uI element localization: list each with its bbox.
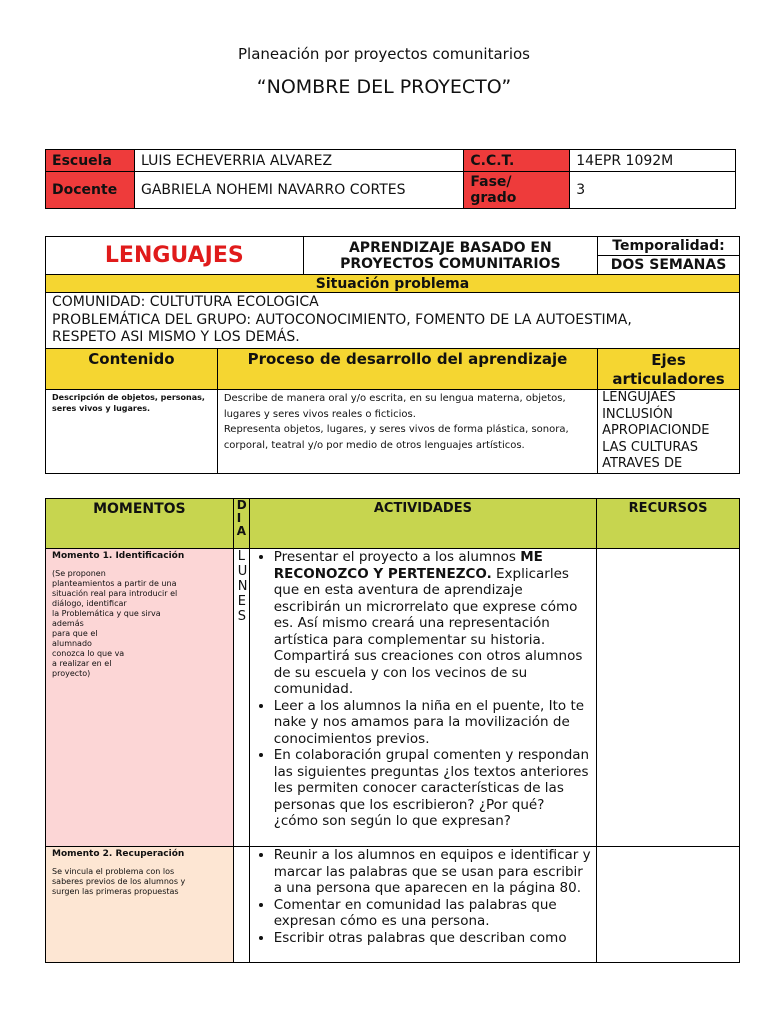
proceso-header: Proceso de desarrollo del aprendizaje (217, 349, 597, 390)
momento1-cell (46, 549, 234, 847)
actividades2-list (252, 847, 592, 946)
dia1-letter: E (237, 594, 246, 609)
contenido-line2: seres vivos y lugares. (52, 404, 151, 413)
momento2-cell (46, 847, 234, 963)
dia1-letter: U (237, 564, 248, 579)
dia2-cell (233, 847, 249, 963)
dia1-letter: N (237, 579, 248, 594)
proceso-cell (217, 390, 597, 474)
dia1-letter: S (237, 609, 246, 624)
eje-item: INCLUSIÓN (602, 406, 673, 422)
momento1-line: alumnado (52, 639, 92, 648)
project-title: “NOMBRE DEL PROYECTO” (256, 76, 512, 98)
momento2-line: saberes previos de los alumnos y (52, 877, 186, 886)
actividades-header: ACTIVIDADES (249, 499, 596, 549)
ejes-header-line2: articuladores (612, 370, 725, 388)
contenido-header: Contenido (46, 349, 218, 390)
cct-value: 14EPR 1092M (570, 150, 736, 172)
docente-value: GABRIELA NOHEMI NAVARRO CORTES (134, 172, 463, 209)
momento2-line: Se vincula el problema con los (52, 867, 175, 876)
situacion-problema (46, 293, 740, 349)
actividades1-cell (249, 549, 596, 847)
momento1-line: planteamientos a partir de una (52, 579, 177, 588)
recursos-header: RECURSOS (597, 499, 740, 549)
escuela-label: Escuela (46, 150, 135, 172)
recursos1-cell (597, 549, 740, 847)
contenido-cell (46, 390, 218, 474)
actividad-item: • Escribir otras palabras que describan como (274, 930, 592, 947)
actividad-item: • Comentar en comunidad las palabras que expresan cómo es una persona. (274, 897, 592, 930)
fase-label-line2: grado (470, 190, 517, 206)
eje-item: LAS CULTURAS (602, 439, 699, 455)
ejes-cell (598, 390, 740, 474)
dia-header (233, 499, 249, 549)
docente-label: Docente (46, 172, 135, 209)
momento1-line: para que el (52, 629, 98, 638)
escuela-value: LUIS ECHEVERRIA ALVAREZ (134, 150, 463, 172)
proceso-line1: Describe de manera oral y/o escrita, en su lengua materna, objetos, (223, 393, 566, 404)
actividades1-list (252, 549, 592, 830)
momentos-header: MOMENTOS (46, 499, 234, 549)
contenido-line1: Descripción de objetos, personas, (52, 393, 205, 402)
actividad-item (274, 549, 592, 698)
ejes-header-line1: Ejes (651, 351, 686, 369)
fase-label (464, 172, 570, 209)
metodologia-line1: APRENDIZAJE BASADO EN (348, 239, 552, 256)
cct-label: C.C.T. (464, 150, 570, 172)
eje-item: ATRAVES DE (602, 456, 683, 471)
temporalidad (598, 237, 740, 275)
proceso-line2: lugares y seres vivos reales o ficticios. (223, 408, 416, 420)
temporalidad-value: DOS SEMANAS (610, 257, 727, 273)
situacion-line2: PROBLEMÁTICA DEL GRUPO: AUTOCONOCIMIENTO, FOMENTO DE LA AUTOESTIMA, (52, 311, 632, 328)
actividad-project-name: ME RECONOZCO Y PERTENEZCO. (273, 549, 543, 582)
situacion-label: Situación problema (46, 275, 740, 293)
situacion-line3: RESPETO ASI MISMO Y LOS DEMÁS. (52, 329, 300, 345)
momento1-title: Momento 1. Identificación (52, 551, 185, 561)
proceso-line4: corporal, teatral y/o por medio de otros lenguajes artísticos. (223, 439, 525, 451)
actividad-text: Explicarles que en esta aventura de aprendizaje escribirán un microrrelato que exprese cómo es. Así mismo creará una representación artística para complementar su historia. Compartirá sus creaciones con otros alumnos de su escuela y con los vecinos de su comunidad. (273, 565, 583, 697)
momento1-line: además (52, 619, 84, 628)
document-subtitle: Planeación por proyectos comunitarios (238, 45, 530, 63)
campo-table (45, 236, 740, 474)
momento2-title: Momento 2. Recuperación (52, 849, 185, 859)
plan-table (45, 498, 740, 963)
eje-item: APROPIACIONDE (602, 423, 710, 438)
situacion-line1: COMUNIDAD: CULTUTURA ECOLOGICA (52, 294, 319, 310)
momento1-line: diálogo, identificar (52, 599, 127, 608)
momento1-line: a realizar en el (52, 659, 112, 668)
proceso-line3: Representa objetos, lugares, y seres vivos de forma plástica, sonora, (223, 424, 569, 435)
temporalidad-label: Temporalidad: (598, 237, 739, 256)
momento1-line: conozca lo que va (52, 649, 125, 658)
metodologia-line2: PROYECTOS COMUNITARIOS (340, 255, 561, 272)
actividad-item: • En colaboración grupal comenten y respondan las siguientes preguntas ¿los textos anteriores les permiten conocer características de las personas que los escribieron? ¿Por qué? ¿cómo son según lo que expresan? (274, 747, 592, 830)
momento2-line: surgen las primeras propuestas (52, 887, 179, 896)
momento1-line: (Se proponen (52, 569, 106, 578)
dia-letter: A (236, 524, 247, 538)
actividad-item: • Leer a los alumnos la niña en el puente, Ito te nake y nos amamos para la movilización de conocimientos previos. (274, 698, 592, 748)
recursos2-cell (597, 847, 740, 963)
dia1-cell (233, 549, 249, 847)
ejes-header (598, 349, 740, 390)
fase-label-line1: Fase/ (470, 174, 512, 190)
actividad-item: • Reunir a los alumnos en equipos e identificar y marcar las palabras que se usan para escribir a una persona que aparecen en la página 80. (274, 847, 592, 897)
eje-item: LENGUJAES (602, 390, 676, 405)
momento1-line: situación real para introducir el (52, 589, 178, 598)
actividad-text: Presentar el proyecto a los alumnos (273, 549, 521, 565)
campo-name: LENGUAJES (46, 237, 304, 275)
actividades2-cell (249, 847, 596, 963)
fase-value: 3 (570, 172, 736, 209)
school-info-table (45, 149, 736, 209)
momento1-line: proyecto) (52, 669, 91, 678)
momento1-line: la Problemática y que sirva (52, 609, 161, 618)
dia1-letter: L (237, 549, 245, 564)
dia-letter: D (236, 498, 247, 512)
metodologia (303, 237, 597, 275)
dia-letter: I (236, 511, 242, 525)
